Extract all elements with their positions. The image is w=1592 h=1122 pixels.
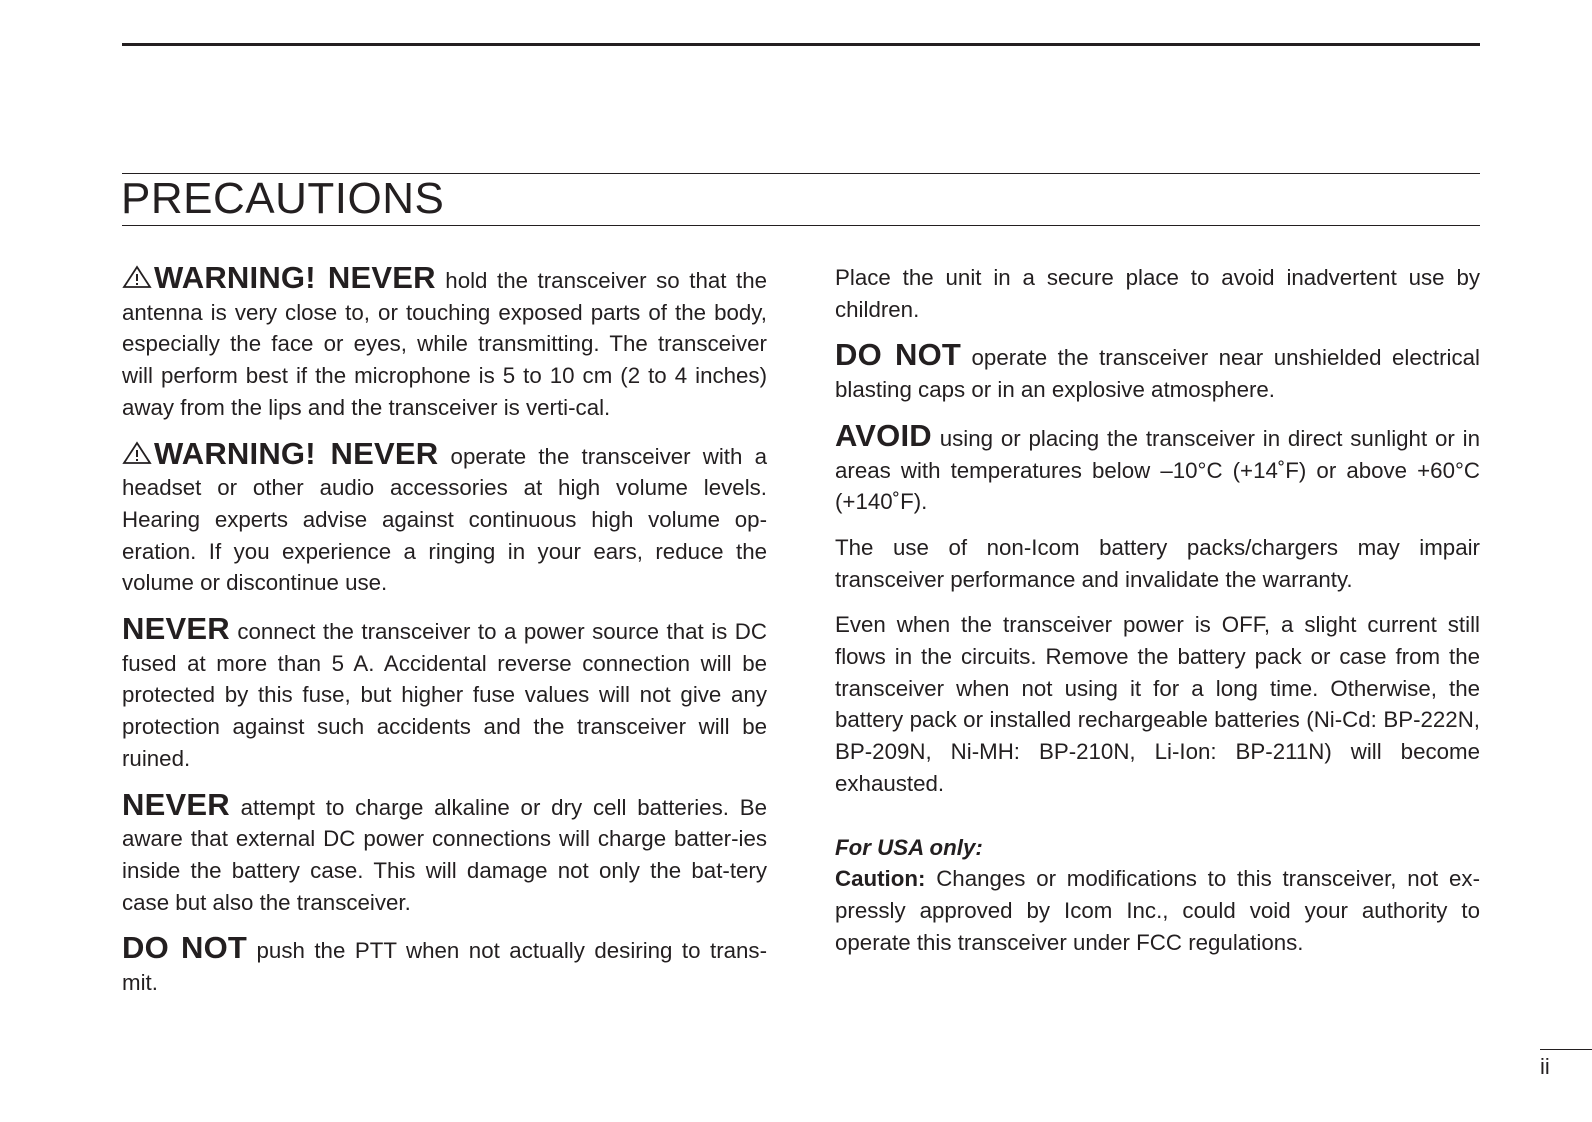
page-title: PRECAUTIONS [121,174,445,223]
precaution-text: operate the transceiver with a headset or other audio accessories at high volume levels. Hearing experts advise against continuous high volume op-eration. If you experience a ringing in your ears, reduce the volume or discontinue use. [122,443,767,596]
precaution-text: Even when the transceiver power is OFF, a slight current still flows in the circuits. Remove the battery pack or case from the transceiver when not using it for a long time. Otherwise, the battery pack or installed rechargeable batteries (Ni-Cd: BP-222N, BP-209N, Ni-MH: BP-210N, Li-Ion: BP-211N) will become exhausted. [835,612,1480,796]
precaution-lead: DO NOT [122,930,248,966]
precaution-text: connect the transceiver to a power source that is DC fused at more than 5 A. Accidental reverse connection will be protected by this fuse, but higher fuse values will not give any protection against such accidents and the transceiver will be ruined. [122,619,767,771]
caution-text: Changes or modifications to this transceiver, not ex-pressly approved by Icom Inc., could void your authority to operate this transceiver under FCC regulations. [835,866,1480,955]
page-number-rule [1540,1049,1592,1050]
fcc-caution-paragraph [835,863,1480,958]
precaution-text: operate the transceiver near unshielded electrical blasting caps or in an explosive atmosphere. [835,345,1481,403]
precaution-lead: NEVER [122,611,230,647]
left-column [122,262,767,1013]
page-number: ii [1540,1054,1550,1079]
precaution-lead: AVOID [835,417,932,453]
warning-triangle-icon [122,265,152,289]
precaution-paragraph [122,613,767,775]
precaution-paragraph [835,532,1480,595]
precaution-paragraph [835,339,1480,405]
precaution-text: The use of non-Icom battery packs/chargers may impair transceiver performance and invalidate the warranty. [835,534,1480,592]
precaution-text: hold the transceiver so that the antenna is very close to, or touching exposed parts of the body, especially the face or eyes, while transmitting. The transceiver will perform best if the microphone is 5 to 10 cm (2 to 4 inches) away from the lips and the transceiver is verti-cal. [122,268,767,420]
precaution-paragraph [835,262,1480,325]
precaution-lead: WARNING! NEVER [154,435,439,471]
precaution-lead: NEVER [122,786,230,822]
precaution-text: attempt to charge alkaline or dry cell batteries. Be aware that external DC power connections will charge batter-ies inside the battery case. This will damage not only the bat-tery case but also the transceiver. [122,794,767,915]
top-rule [122,43,1480,46]
right-column [835,262,1480,972]
warning-triangle-icon [122,441,152,465]
precaution-paragraph [835,417,1480,518]
precaution-text: Place the unit in a secure place to avoid inadvertent use by children. [835,265,1480,322]
precaution-text: push the PTT when not actually desiring to trans-mit. [122,938,768,996]
precaution-paragraph [122,435,767,600]
precaution-lead: DO NOT [835,337,962,373]
title-rule-bottom [122,225,1480,226]
precaution-paragraph [122,262,767,424]
precaution-paragraph [122,932,767,998]
precaution-lead: WARNING! NEVER [154,260,436,295]
precaution-text: using or placing the transceiver in direct sunlight or in areas with temperatures below –10°C (+14˚F) or above +60°C (+140˚F). [835,425,1480,515]
caution-label: Caution: [835,866,926,892]
section-spacer [835,814,1480,832]
precaution-paragraph [122,786,767,919]
precaution-paragraph [835,609,1480,799]
usa-only-heading: For USA only: [835,834,983,860]
